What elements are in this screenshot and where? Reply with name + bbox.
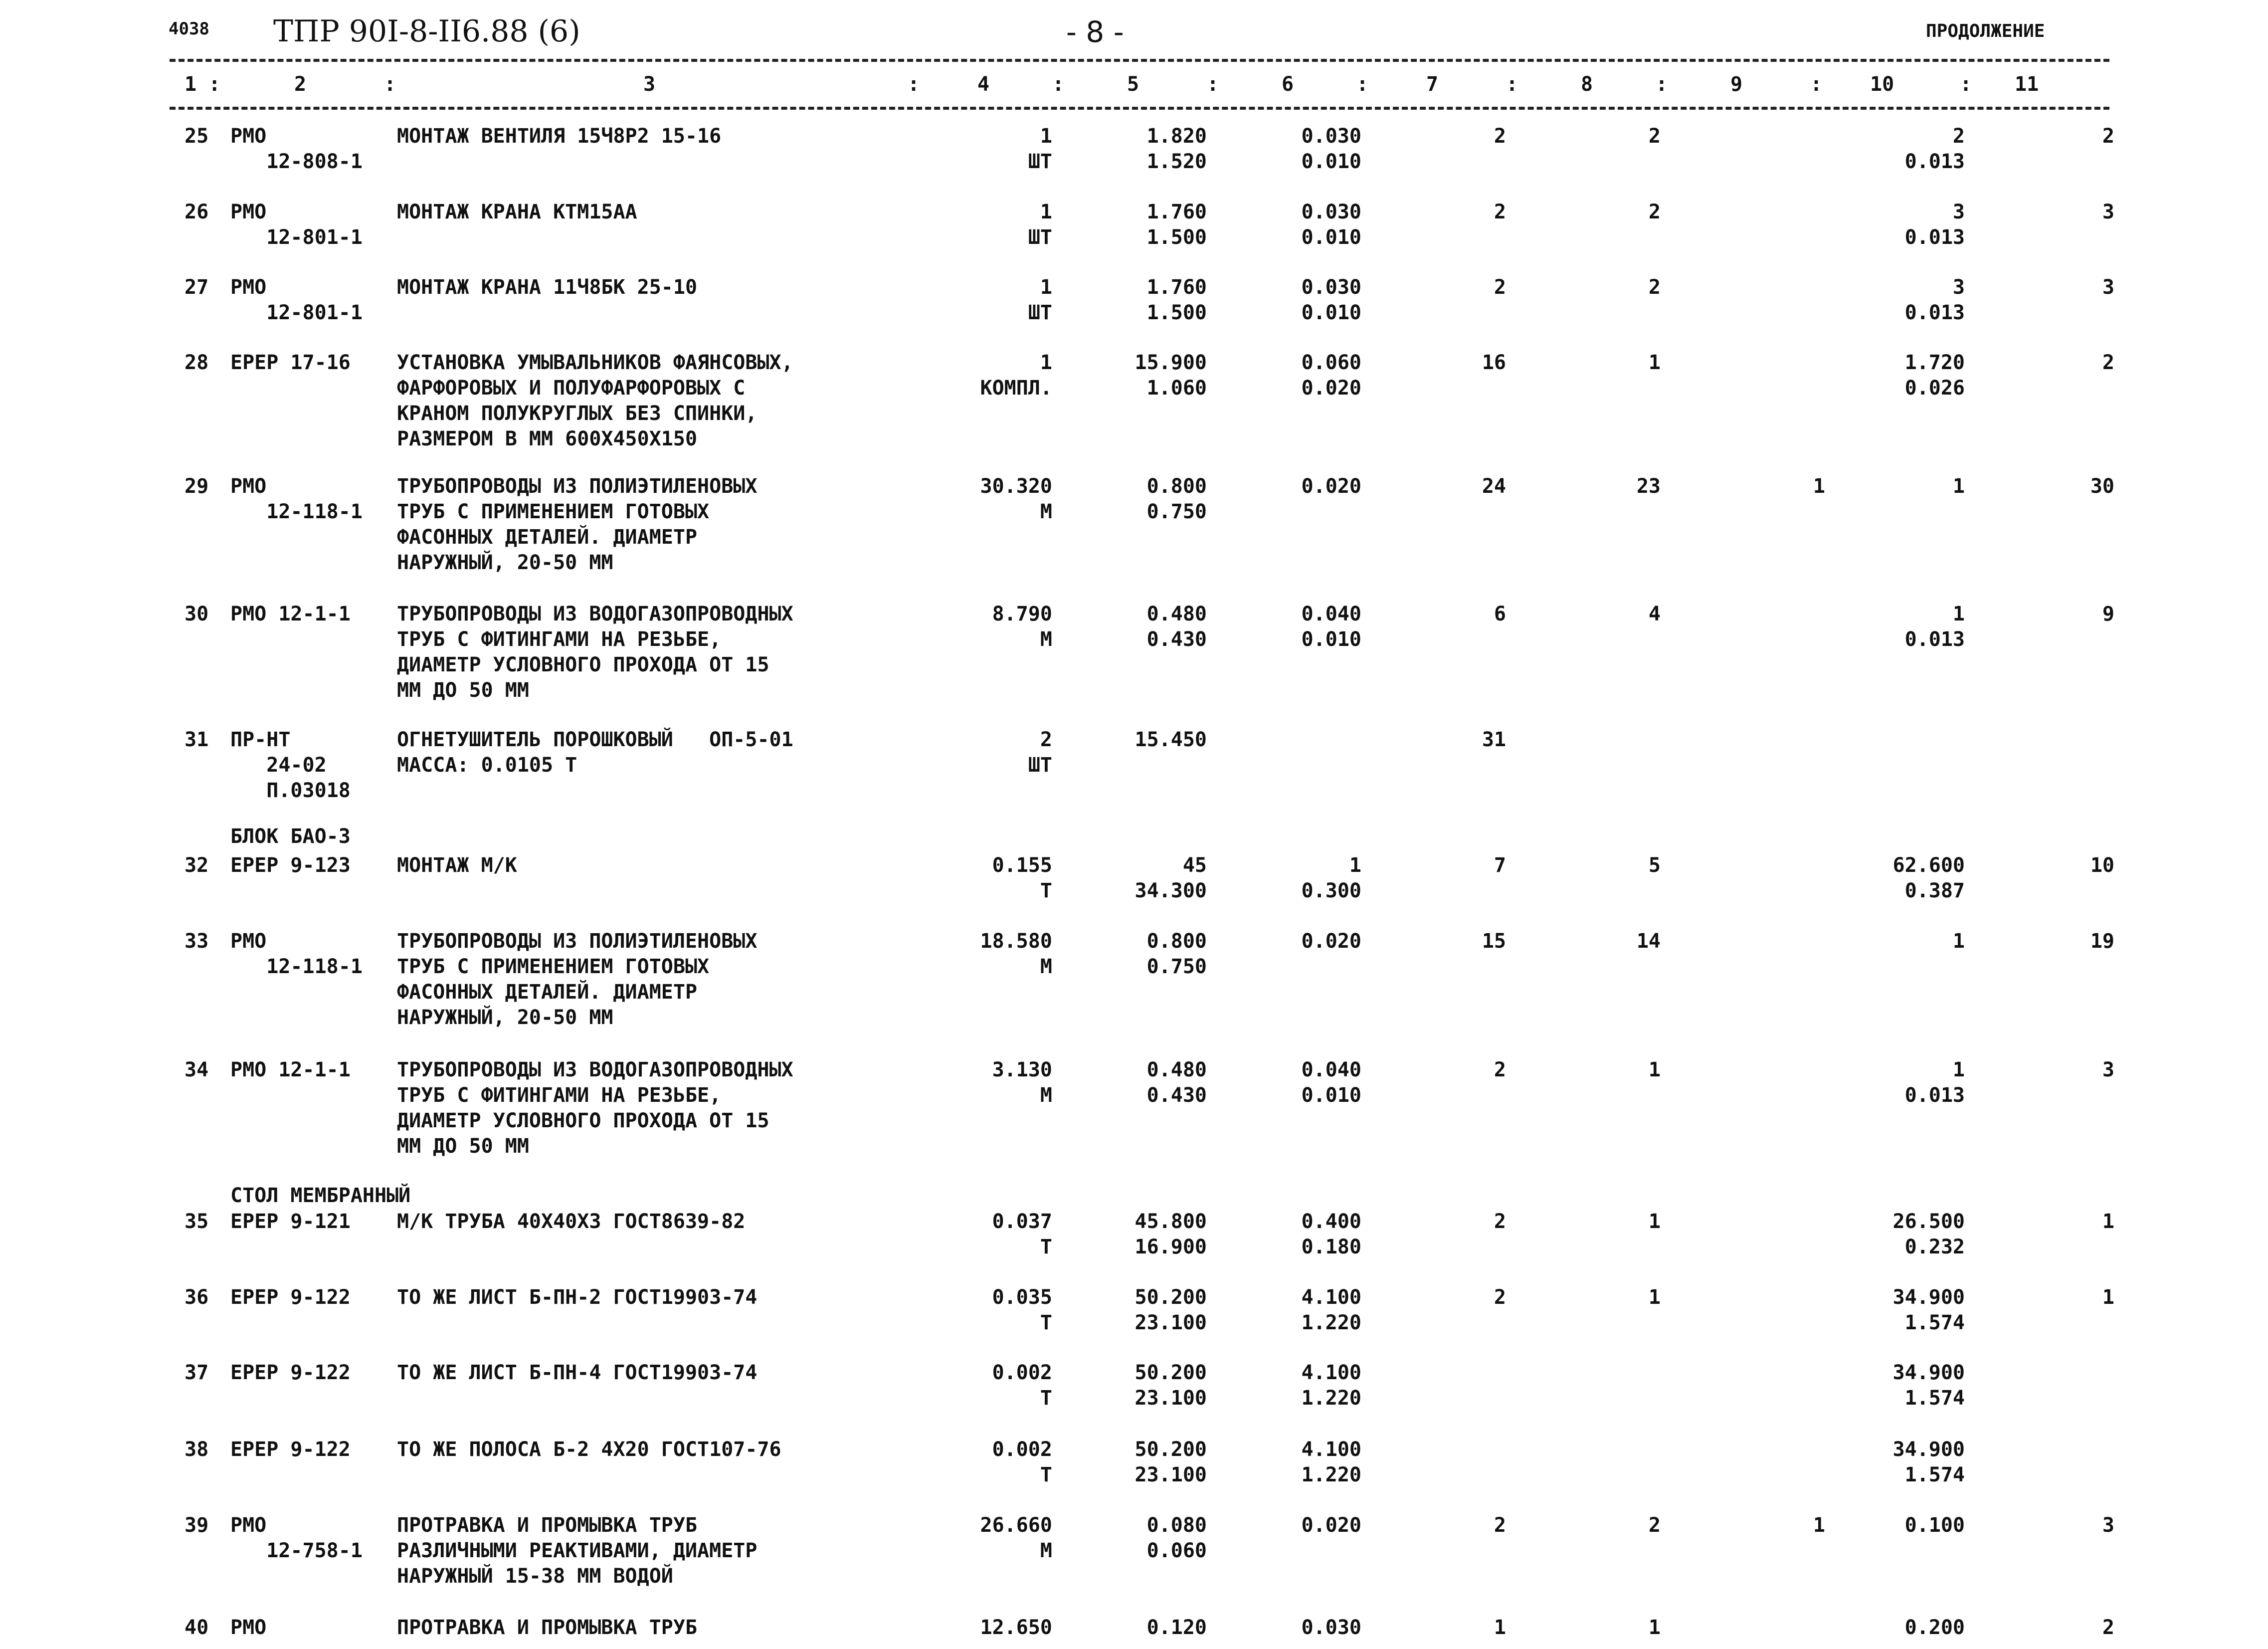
row-number: 33 [185, 930, 209, 953]
column-10-value: 3 0.013 [1904, 276, 1965, 324]
quantity-unit: 0.037 Т [992, 1210, 1052, 1258]
column-separator: : [1506, 73, 1518, 96]
work-description: ОГНЕТУШИТЕЛЬ ПОРОШКОВЫЙ ОП-5-01 МАССА: 0.0105 Т [397, 728, 793, 777]
quantity-unit: 12.650 [980, 1616, 1052, 1639]
column-8-value: 2 [1648, 276, 1661, 299]
column-7-value: 2 [1494, 201, 1506, 223]
work-description: ТО ЖЕ ЛИСТ Б-ПН-4 ГОСТ19903-74 [397, 1361, 757, 1384]
column-8-value: 2 [1648, 1514, 1661, 1537]
column-6-value: 0.030 0.010 [1301, 276, 1361, 324]
rate-code: ЕРЕР 9-122 [230, 1286, 351, 1309]
rate-code: РМО 12-808-1 [230, 125, 363, 173]
column-separator: : [1052, 73, 1065, 96]
column-10-value: 0.200 [1904, 1616, 1965, 1639]
column-header-8: 8 [1581, 73, 1593, 96]
row-number: 29 [185, 475, 209, 498]
column-7-value: 15 [1482, 930, 1506, 953]
work-description: МОНТАЖ М/К [397, 854, 517, 877]
column-6-value: 0.030 [1301, 1616, 1361, 1639]
column-5-value: 15.450 [1134, 728, 1207, 751]
quantity-unit: 0.155 Т [992, 854, 1052, 902]
row-number: 35 [185, 1210, 209, 1233]
column-8-value: 1 [1648, 1058, 1661, 1081]
column-10-value: 34.900 1.574 [1892, 1286, 1965, 1334]
column-5-value: 0.800 0.750 [1146, 930, 1207, 978]
column-separator: : [1656, 73, 1668, 96]
column-6-value: 0.020 [1301, 930, 1361, 953]
quantity-unit: 0.002 Т [992, 1438, 1052, 1486]
row-number: 30 [185, 603, 209, 625]
section-heading-block: БЛОК БАО-3 [230, 825, 351, 848]
row-number: 37 [185, 1361, 209, 1384]
column-7-value: 2 [1494, 1210, 1506, 1233]
row-number: 25 [185, 125, 209, 148]
column-6-value: 0.030 0.010 [1301, 125, 1361, 173]
column-7-value: 16 [1482, 351, 1506, 374]
rate-code: РМО 12-758-1 [230, 1514, 363, 1562]
rate-code: ПР-НТ 24-02 П.03018 [230, 728, 351, 802]
divider-header [170, 107, 2109, 110]
row-number: 34 [185, 1058, 209, 1081]
column-11-value: 30 [2090, 475, 2114, 498]
column-11-value: 3 [2102, 1514, 2114, 1537]
column-header-4: 4 [977, 73, 990, 96]
column-10-value: 1.720 0.026 [1904, 351, 1965, 400]
column-8-value: 2 [1648, 201, 1661, 223]
column-8-value: 5 [1648, 854, 1661, 877]
column-7-value: 2 [1494, 276, 1506, 299]
column-10-value: 2 0.013 [1904, 125, 1965, 173]
column-7-value: 7 [1494, 854, 1506, 877]
work-description: МОНТАЖ ВЕНТИЛЯ 15Ч8Р2 15-16 [397, 125, 722, 148]
rate-code: РМО 12-118-1 [230, 930, 363, 978]
quantity-unit: 3.130 М [992, 1058, 1052, 1107]
quantity-unit: 1 ШТ [1028, 276, 1052, 324]
column-11-value: 1 [2102, 1286, 2114, 1309]
column-10-value: 26.500 0.232 [1892, 1210, 1965, 1258]
row-number: 32 [185, 854, 209, 877]
rate-code: РМО 12-118-1 [230, 475, 363, 523]
column-11-value: 1 [2102, 1210, 2114, 1233]
row-number: 28 [185, 351, 209, 374]
column-11-value: 10 [2090, 854, 2114, 877]
column-11-value: 2 [2102, 1616, 2114, 1639]
column-separator: : [1960, 73, 1972, 96]
rate-code: ЕРЕР 9-121 [230, 1210, 351, 1233]
column-separator: : [1207, 73, 1219, 96]
column-10-value: 0.100 [1904, 1514, 1965, 1537]
column-9-value: 1 [1813, 475, 1825, 498]
rate-code: ЕРЕР 9-122 [230, 1438, 351, 1461]
column-7-value: 2 [1494, 1058, 1506, 1081]
quantity-unit: 30.320 М [980, 475, 1052, 523]
work-description: ТО ЖЕ ЛИСТ Б-ПН-2 ГОСТ19903-74 [397, 1286, 757, 1309]
sheet-code: 4038 [169, 19, 209, 39]
work-description: ТРУБОПРОВОДЫ ИЗ ПОЛИЭТИЛЕНОВЫХ ТРУБ С ПРИМЕНЕНИЕМ ГОТОВЫХ ФАСОННЫХ ДЕТАЛЕЙ. ДИАМЕТР НАРУЖНЫЙ, 20-50 ММ [397, 475, 757, 574]
quantity-unit: 1 ШТ [1028, 125, 1052, 173]
quantity-unit: 0.002 Т [992, 1361, 1052, 1410]
column-5-value: 45 34.300 [1134, 854, 1207, 902]
column-8-value: 1 [1648, 1286, 1661, 1309]
work-description: МОНТАЖ КРАНА 11Ч8БК 25-10 [397, 276, 698, 299]
column-separator: : [1810, 73, 1823, 96]
column-11-value: 2 [2102, 351, 2114, 374]
column-header-2: 2 [294, 73, 307, 96]
column-6-value: 0.020 [1301, 1514, 1361, 1537]
rate-code: ЕРЕР 9-122 [230, 1361, 351, 1384]
column-11-value: 3 [2102, 201, 2114, 223]
rate-code: РМО 12-801-1 [230, 276, 363, 324]
work-description: ТРУБОПРОВОДЫ ИЗ ПОЛИЭТИЛЕНОВЫХ ТРУБ С ПРИМЕНЕНИЕМ ГОТОВЫХ ФАСОННЫХ ДЕТАЛЕЙ. ДИАМЕТР НАРУЖНЫЙ, 20-50 ММ [397, 930, 757, 1029]
column-6-value: 1 0.300 [1301, 854, 1361, 902]
page-number: - 8 - [1066, 15, 1124, 49]
rate-code: РМО 12-1-1 [230, 1058, 351, 1081]
column-6-value: 0.040 0.010 [1301, 1058, 1361, 1107]
column-5-value: 1.760 1.500 [1146, 201, 1207, 249]
column-11-value: 3 [2102, 1058, 2114, 1081]
row-number: 26 [185, 201, 209, 223]
column-5-value: 0.480 0.430 [1146, 603, 1207, 651]
column-8-value: 1 [1648, 1210, 1661, 1233]
column-10-value: 1 0.013 [1904, 603, 1965, 651]
quantity-unit: 18.580 М [980, 930, 1052, 978]
column-10-value: 34.900 1.574 [1892, 1438, 1965, 1486]
column-header-11: 11 [2015, 73, 2039, 96]
row-number: 27 [185, 276, 209, 299]
work-description: М/К ТРУБА 40Х40Х3 ГОСТ8639-82 [397, 1210, 746, 1233]
row-number: 39 [185, 1514, 209, 1537]
column-5-value: 50.200 23.100 [1134, 1286, 1207, 1334]
column-7-value: 24 [1482, 475, 1506, 498]
column-7-value: 2 [1494, 125, 1506, 148]
column-6-value: 0.030 0.010 [1301, 201, 1361, 249]
column-8-value: 23 [1636, 475, 1661, 498]
column-5-value: 45.800 16.900 [1134, 1210, 1207, 1258]
column-10-value: 34.900 1.574 [1892, 1361, 1965, 1410]
rate-code: РМО [230, 1616, 267, 1639]
column-5-value: 1.760 1.500 [1146, 276, 1207, 324]
divider-top [170, 59, 2109, 62]
column-11-value: 19 [2090, 930, 2114, 953]
row-number: 36 [185, 1286, 209, 1309]
column-separator: : [1356, 73, 1369, 96]
quantity-unit: 2 ШТ [1028, 728, 1052, 777]
column-5-value: 50.200 23.100 [1134, 1438, 1207, 1486]
column-7-value: 2 [1494, 1286, 1506, 1309]
column-5-value: 0.120 [1146, 1616, 1207, 1639]
column-7-value: 6 [1494, 603, 1506, 625]
work-description: МОНТАЖ КРАНА КТМ15АА [397, 201, 637, 223]
column-header-9: 9 [1730, 73, 1743, 96]
column-6-value: 4.100 1.220 [1301, 1361, 1361, 1410]
column-header-row [0, 69, 2268, 104]
column-6-value: 0.020 [1301, 475, 1361, 498]
column-7-value: 31 [1482, 728, 1506, 751]
column-11-value: 3 [2102, 276, 2114, 299]
column-header-10: 10 [1870, 73, 1894, 96]
column-header-3: 3 [643, 73, 656, 96]
column-7-value: 2 [1494, 1514, 1506, 1537]
column-6-value: 0.040 0.010 [1301, 603, 1361, 651]
column-5-value: 0.480 0.430 [1146, 1058, 1207, 1107]
work-description: ПРОТРАВКА И ПРОМЫВКА ТРУБ [397, 1616, 698, 1639]
column-8-value: 2 [1648, 125, 1661, 148]
document-title: ТПР 90I-8-II6.88 (6) [273, 14, 580, 49]
quantity-unit: 1 ШТ [1028, 201, 1052, 249]
rate-code: ЕРЕР 9-123 [230, 854, 351, 877]
row-number: 31 [185, 728, 209, 751]
column-5-value: 1.820 1.520 [1146, 125, 1207, 173]
rate-code: РМО 12-1-1 [230, 603, 351, 625]
work-description: УСТАНОВКА УМЫВАЛЬНИКОВ ФАЯНСОВЫХ, ФАРФОРОВЫХ И ПОЛУФАРФОРОВЫХ С КРАНОМ ПОЛУКРУГЛЫХ БЕЗ СПИНКИ, РАЗМЕРОМ В ММ 600Х450Х150 [397, 351, 793, 450]
column-5-value: 50.200 23.100 [1134, 1361, 1207, 1410]
row-number: 38 [185, 1438, 209, 1461]
column-10-value: 1 [1952, 930, 1965, 953]
column-5-value: 0.080 0.060 [1146, 1514, 1207, 1562]
column-9-value: 1 [1813, 1514, 1825, 1537]
column-header-7: 7 [1426, 73, 1439, 96]
column-6-value: 4.100 1.220 [1301, 1438, 1361, 1486]
column-11-value: 2 [2102, 125, 2114, 148]
column-separator: : [908, 73, 920, 96]
column-10-value: 1 [1952, 475, 1965, 498]
section-heading-table: СТОЛ МЕМБРАННЫЙ [230, 1184, 411, 1207]
continuation-label: ПРОДОЛЖЕНИЕ [1926, 21, 2045, 41]
column-header-6: 6 [1282, 73, 1294, 96]
column-8-value: 1 [1648, 1616, 1661, 1639]
column-header-5: 5 [1127, 73, 1139, 96]
column-6-value: 4.100 1.220 [1301, 1286, 1361, 1334]
column-5-value: 0.800 0.750 [1146, 475, 1207, 523]
row-number: 40 [185, 1616, 209, 1639]
column-6-value: 0.400 0.180 [1301, 1210, 1361, 1258]
rate-code: ЕРЕР 17-16 [230, 351, 351, 374]
work-description: ПРОТРАВКА И ПРОМЫВКА ТРУБ РАЗЛИЧНЫМИ РЕАКТИВАМИ, ДИАМЕТР НАРУЖНЫЙ 15-38 ММ ВОДОЙ [397, 1514, 757, 1588]
column-8-value: 1 [1648, 351, 1661, 374]
column-10-value: 62.600 0.387 [1892, 854, 1965, 902]
column-8-value: 14 [1636, 930, 1661, 953]
column-11-value: 9 [2102, 603, 2114, 625]
column-separator: : [384, 73, 396, 96]
work-description: ТО ЖЕ ПОЛОСА Б-2 4Х20 ГОСТ107-76 [397, 1438, 781, 1461]
column-8-value: 4 [1648, 603, 1661, 625]
work-description: ТРУБОПРОВОДЫ ИЗ ВОДОГАЗОПРОВОДНЫХ ТРУБ С ФИТИНГАМИ НА РЕЗЬБЕ, ДИАМЕТР УСЛОВНОГО ПРОХОДА ОТ 15 ММ ДО 50 ММ [397, 1058, 793, 1158]
quantity-unit: 8.790 М [992, 603, 1052, 651]
column-6-value: 0.060 0.020 [1301, 351, 1361, 400]
column-10-value: 3 0.013 [1904, 201, 1965, 249]
quantity-unit: 1 КОМПЛ. [980, 351, 1052, 400]
quantity-unit: 26.660 М [980, 1514, 1052, 1562]
quantity-unit: 0.035 Т [992, 1286, 1052, 1334]
work-description: ТРУБОПРОВОДЫ ИЗ ВОДОГАЗОПРОВОДНЫХ ТРУБ С ФИТИНГАМИ НА РЕЗЬБЕ, ДИАМЕТР УСЛОВНОГО ПРОХОДА ОТ 15 ММ ДО 50 ММ [397, 603, 793, 702]
column-10-value: 1 0.013 [1904, 1058, 1965, 1107]
column-header-1: 1 : [185, 73, 221, 96]
rate-code: РМО 12-801-1 [230, 201, 363, 249]
column-7-value: 1 [1494, 1616, 1506, 1639]
column-5-value: 15.900 1.060 [1134, 351, 1207, 400]
